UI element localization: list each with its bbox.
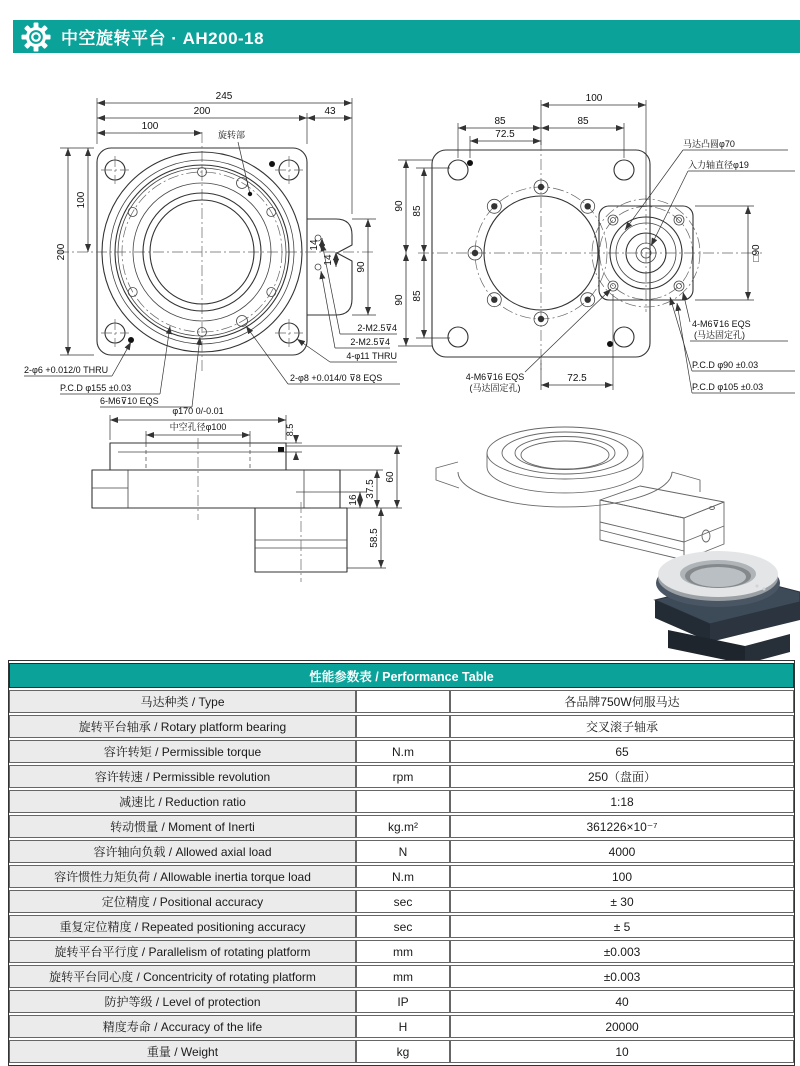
table-row [9, 890, 794, 913]
label-rotating-part: 旋转部 [218, 130, 246, 140]
dim-100-top: 100 [141, 121, 159, 132]
ann-m25-upper: 2-M2.5⊽4 [357, 323, 397, 333]
spec-label: 马达种类 / Type [9, 690, 356, 713]
spec-unit: sec [356, 890, 450, 913]
spec-label: 精度寿命 / Accuracy of the life [9, 1015, 356, 1038]
back-view [394, 93, 795, 393]
table-row [9, 840, 794, 863]
spec-unit: mm [356, 965, 450, 988]
table-row [9, 990, 794, 1013]
spec-value: 1:18 [450, 790, 794, 813]
ann-pcd155: P.C.D φ155 ±0.03 [60, 383, 132, 393]
dim-72-5-top: 72.5 [495, 129, 515, 140]
dim-37-5: 37.5 [365, 479, 376, 499]
ann-4m6-left-2: (马达固定孔) [469, 383, 521, 393]
spec-value: 100 [450, 865, 794, 888]
spec-label: 重量 / Weight [9, 1040, 356, 1063]
table-header-row [9, 663, 794, 688]
dim-245: 245 [215, 91, 233, 102]
table-row [9, 740, 794, 763]
spec-unit [356, 690, 450, 713]
ann-4m6-right-2: (马达固定孔) [694, 330, 745, 340]
spec-unit: N.m [356, 865, 450, 888]
table-row [9, 865, 794, 888]
spec-unit: N [356, 840, 450, 863]
table-row [9, 690, 794, 713]
ann-m25-lower: 2-M2.5⊽4 [350, 337, 390, 347]
dim-14-upper: 14 [309, 239, 320, 251]
performance-table-body [9, 690, 794, 1063]
spec-label: 定位精度 / Positional accuracy [9, 890, 356, 913]
dim-sq90: □90 [751, 244, 762, 262]
spec-label: 旋转平台轴承 / Rotary platform bearing [9, 715, 356, 738]
spec-unit: kg [356, 1040, 450, 1063]
spec-label: 重复定位精度 / Repeated positioning accuracy [9, 915, 356, 938]
spec-unit: mm [356, 940, 450, 963]
spec-value: 250（盘面） [450, 765, 794, 788]
spec-label: 容许转速 / Permissible revolution [9, 765, 356, 788]
table-row [9, 815, 794, 838]
spec-unit: H [356, 1015, 450, 1038]
ann-pcd90: P.C.D φ90 ±0.03 [692, 360, 759, 370]
spec-value: 361226×10⁻⁷ [450, 815, 794, 838]
dim-bore: 中空孔径φ100 [169, 422, 227, 432]
spec-label: 容许惯性力矩负荷 / Allowable inertia torque load [9, 865, 356, 888]
page-title: 中空旋转平台 · AH200-18 [61, 29, 265, 48]
spec-unit: rpm [356, 765, 450, 788]
dim-60: 60 [385, 471, 396, 483]
front-view [24, 91, 400, 407]
ann-4phi11: 4-φ11 THRU [346, 351, 397, 361]
dim-85-upper: 85 [412, 205, 423, 217]
section-view [92, 406, 402, 582]
spec-value: 10 [450, 1040, 794, 1063]
table-row [9, 915, 794, 938]
dim-phi170: φ170 0/-0.01 [172, 406, 224, 416]
spec-value: 20000 [450, 1015, 794, 1038]
table-title: 性能参数表 / Performance Table [9, 663, 794, 688]
dim-90-lower: 90 [394, 294, 405, 306]
dim-90-right: 90 [356, 261, 367, 273]
table-row [9, 790, 794, 813]
table-row [9, 965, 794, 988]
spec-label: 旋转平台同心度 / Concentricity of rotating platform [9, 965, 356, 988]
spec-value: 65 [450, 740, 794, 763]
dim-100: 100 [585, 93, 603, 104]
dim-72-5-bottom: 72.5 [567, 373, 587, 384]
spec-value: ± 30 [450, 890, 794, 913]
spec-label: 旋转平台平行度 / Parallelism of rotating platform [9, 940, 356, 963]
spec-unit [356, 790, 450, 813]
dim-100-left: 100 [76, 191, 87, 209]
table-row [9, 715, 794, 738]
spec-unit [356, 715, 450, 738]
product-photo [655, 551, 800, 660]
spec-label: 减速比 / Reduction ratio [9, 790, 356, 813]
isometric-view [436, 427, 724, 560]
dim-85-left: 85 [494, 116, 506, 127]
spec-value: ±0.003 [450, 940, 794, 963]
ann-2phi6: 2-φ6 +0.012/0 THRU [24, 365, 109, 375]
dim-85-right: 85 [577, 116, 589, 127]
ann-motor-boss: 马达凸圆φ70 [683, 139, 735, 149]
ann-4m6-right-1: 4-M6⊽16 EQS [692, 319, 751, 329]
dim-85-lower: 85 [412, 290, 423, 302]
dim-8-5: 8.5 [285, 423, 295, 437]
spec-value: 4000 [450, 840, 794, 863]
dim-14-lower: 14 [323, 254, 334, 266]
spec-label: 防护等级 / Level of protection [9, 990, 356, 1013]
spec-unit: kg.m² [356, 815, 450, 838]
dim-58-5: 58.5 [369, 528, 380, 548]
spec-unit: N.m [356, 740, 450, 763]
spec-label: 转动惯量 / Moment of Inerti [9, 815, 356, 838]
spec-value: 40 [450, 990, 794, 1013]
spec-value: ±0.003 [450, 965, 794, 988]
ann-6m6: 6-M6⊽10 EQS [100, 396, 159, 406]
table-row [9, 1040, 794, 1063]
spec-unit: sec [356, 915, 450, 938]
spec-unit: IP [356, 990, 450, 1013]
ann-pcd105: P.C.D φ105 ±0.03 [692, 382, 764, 392]
table-row [9, 940, 794, 963]
spec-label: 容许轴向负载 / Allowed axial load [9, 840, 356, 863]
table-row [9, 765, 794, 788]
spec-label: 容许转矩 / Permissible torque [9, 740, 356, 763]
ann-4m6-left-1: 4-M6⊽16 EQS [465, 372, 525, 382]
dim-43: 43 [324, 106, 336, 117]
dim-90-upper: 90 [394, 200, 405, 212]
table-row [9, 1015, 794, 1038]
ann-2phi8: 2-φ8 +0.014/0 ⊽8 EQS [290, 373, 383, 383]
spec-value: 各品牌750W伺服马达 [450, 690, 794, 713]
performance-table [8, 660, 795, 1066]
dim-16: 16 [348, 494, 359, 506]
spec-value: 交叉滚子轴承 [450, 715, 794, 738]
dim-200-top: 200 [193, 106, 211, 117]
ann-input-shaft: 入力轴直径φ19 [688, 160, 749, 170]
spec-value: ± 5 [450, 915, 794, 938]
dim-200-left: 200 [56, 243, 67, 261]
